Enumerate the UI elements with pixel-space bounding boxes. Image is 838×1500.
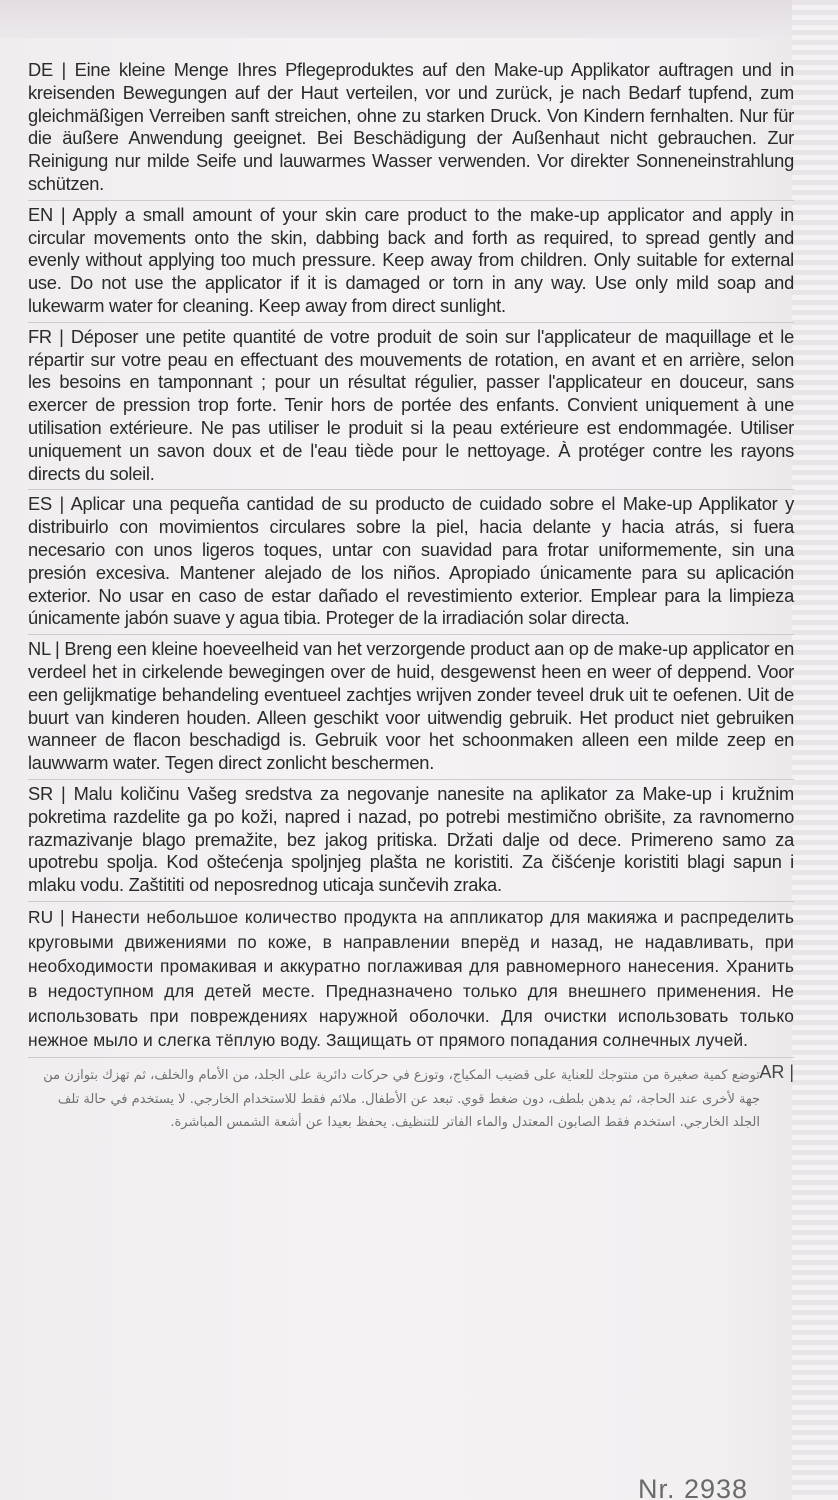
instruction-text-fr: FR | Déposer une petite quantité de votre produit de soin sur l'applicateur de maquillage et le répartir sur votre peau en effectuant des mouvements de rotation, en avant et en arrière, selon les besoins en tamponnant ; pour un résultat régulier, passer l'applicateur en douceur, sans exercer de pression trop forte. Tenir hors de portée des enfants. Convient uniquement à une utilisation extérieure. Ne pas utiliser le produit si la peau extérieure est endommagée. Utiliser uniquement un savon doux et de l'eau tiède pour le nettoyage. À protéger contre les rayons directs du soleil. xyxy=(28,325,794,484)
language-code-ar: AR | xyxy=(759,1062,794,1083)
section-nl xyxy=(28,635,794,780)
instruction-text-nl: NL | Breng een kleine hoeveelheid van het verzorgende product aan op de make-up applicator en verdeel het in cirkelende bewegingen over de huid, desgewenst heen en weer of deppend. Voor een gelijkmatige behandeling eventueel zachtjes wrijven zonder teveel druk uit te oefenen. Uit de buurt van kinderen houden. Alleen geschikt voor uitwendig gebruik. Het product niet gebruiken wanneer de flacon beschadigd is. Gebruik voor het schoonmaken alleen een milde zeep en lauwwarm water. Tegen direct zonlicht beschermen. xyxy=(28,638,794,774)
instruction-text-ru: RU | Нанести небольшое количество продукта на аппликатор для макияжа и распределить круговыми движениями по коже, в направлении вперёд и назад, не надавливать, при необходимости промакивая и аккуратно поглаживая для равномерного нанесения. Хранить в недоступном для детей месте. Предназначено только для внешнего применения. Не использовать при повреждениях наружной оболочки. Для очистки использовать только нежное мыло и слегка тёплую воду. Защищать от прямого попадания солнечных лучей. xyxy=(28,906,794,1051)
label-top-band xyxy=(0,0,838,38)
section-ar xyxy=(28,1058,794,1139)
section-en xyxy=(28,201,794,323)
instruction-text-es: ES | Aplicar una pequeña cantidad de su producto de cuidado sobre el Make-up Applikator y distribuirlo con movimientos circulares sobre la piel, hacia delante y hacia atrás, si fuera necesario con unos ligeros toques, untar con suavidad para frotar uniformemente, sin una presión excesiva. Mantener alejado de los niños. Apropiado únicamente para su aplicación exterior. No usar en caso de estar dañado el revestimiento exterior. Emplear para la limpieza únicamente jabón suave y agua tibia. Proteger de la irradiación solar directa. xyxy=(28,493,794,629)
section-de xyxy=(28,56,794,201)
instructions-block xyxy=(28,56,794,1139)
section-ru xyxy=(28,902,794,1058)
article-number: Nr. 2938 xyxy=(638,1474,749,1500)
section-es xyxy=(28,490,794,635)
instruction-text-ar: توضع كمية صغيرة من منتوجك للعناية على قضيب المكياج، وتوزع في حركات دائرية على الجلد، من الأمام والخلف، ثم تهزك بتوازن من جهة لأخرى عند الحاجة، ثم يدهن بلطف، دون ضغط قوي. تبعد عن الأطفال. ملائم فقط للاستخدام الخارجي. لا يستخدم في حالة تلف الجلد الخارجي. استخدم فقط الصابون المعتدل والماء الفاتر للتنظيف. يحفظ بعيدا عن أشعة الشمس المباشرة. xyxy=(43,1068,760,1131)
instruction-text-sr: SR | Malu količinu Vašeg sredstva za negovanje nanesite na aplikator za Make-up i kružnim pokretima razdelite ga po koži, napred i nazad, po potrebi mestimično obrišite, za ravnomerno razmazivanje blago premažite, bez jakog pritiska. Držati dalje od dece. Primereno samo za upotrebu spolja. Kod oštećenja spoljnjeg plašta ne koristiti. Za čišćenje koristiti blagi sapun i mlaku vodu. Zaštititi od neposrednog uticaja sunčevih zraka. xyxy=(28,782,794,896)
section-sr xyxy=(28,780,794,902)
crimped-edge xyxy=(792,0,838,1500)
section-fr xyxy=(28,323,794,491)
instruction-text-de: DE | Eine kleine Menge Ihres Pflegeproduktes auf den Make-up Applikator auftragen und in kreisenden Bewegungen auf der Haut verteilen, vor und zurück, je nach Bedarf tupfend, zum gleichmäßigen Verreiben sanft streichen, ohne zu starken Druck. Von Kindern fernhalten. Nur für die äußere Anwendung geeignet. Bei Beschädigung der Außenhaut nicht gebrauchen. Zur Reinigung nur milde Seife und lauwarmes Wasser verwenden. Vor direkter Sonneneinstrahlung schützen. xyxy=(28,59,794,194)
instruction-text-en: EN | Apply a small amount of your skin care product to the make-up applicator and apply in circular movements onto the skin, dabbing back and forth as required, to spread gently and evenly without applying too much pressure. Keep away from children. Only suitable for external use. Do not use the applicator if it is damaged or torn in any way. Use only mild soap and lukewarm water for cleaning. Keep away from direct sunlight. xyxy=(28,203,794,316)
